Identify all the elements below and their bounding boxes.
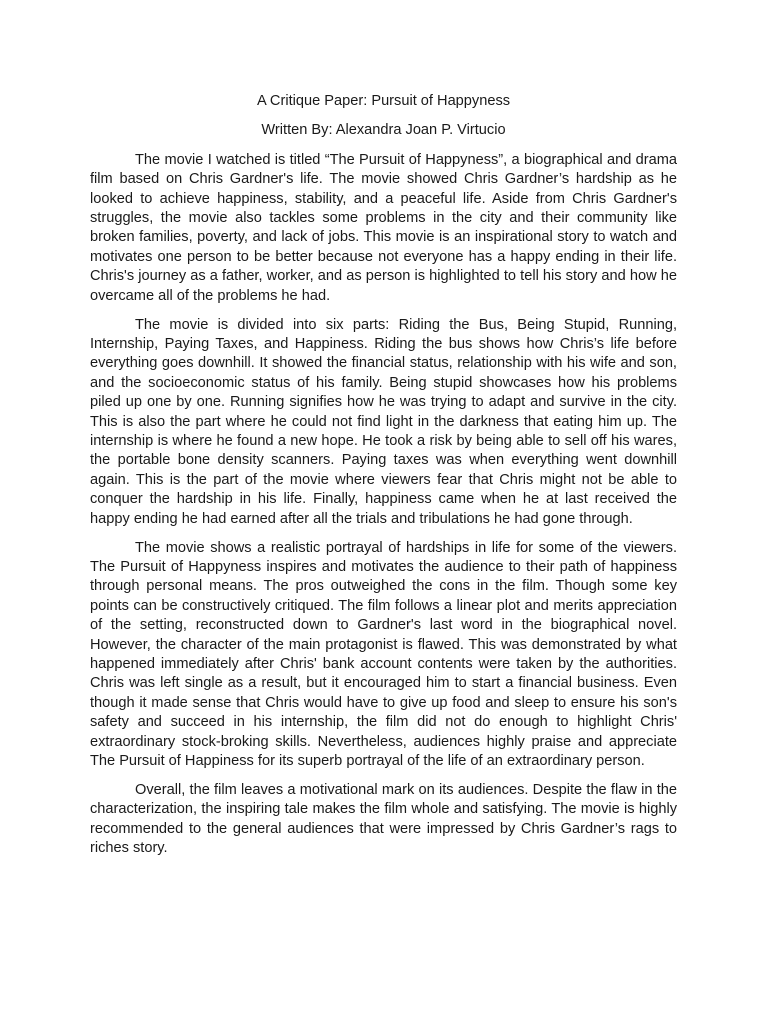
document-byline: Written By: Alexandra Joan P. Virtucio xyxy=(261,122,506,139)
paragraph-4: Overall, the film leaves a motivational mark on its audiences. Despite the flaw in the characterization, the inspiring tale makes the film whole and satisfying. The movie is highly recommended to the general audiences that were impressed by Chris Gardner’s rags to riches story. xyxy=(90,781,677,857)
document-page xyxy=(90,92,677,868)
document-title: A Critique Paper: Pursuit of Happyness xyxy=(256,93,511,109)
paragraph-3: The movie shows a realistic portrayal of hardships in life for some of the viewers. The Pursuit of Happyness inspires and motivates the audience to their path of happiness through personal means. The pros outweighed the cons in the film. Though some key points can be constructively critiqued. The film follows a linear plot and merits appreciation of the setting, reconstructed down to Gardner's last word in the biographical novel. However, the character of the main protagonist is flawed. This was demonstrated by what happened immediately after Chris' bank account contents were taken by the authorities. Chris was left single as a result, but it encouraged him to start a financial business. Even though it made sense that Chris would have to give up food and sleep to ensure his son's safety and succeed in his internship, the film did not do enough to highlight Chris' extraordinary stock-broking skills. Nevertheless, audiences highly praise and appreciate The Pursuit of Happiness for its superb portrayal of the life of an extraordinary person. xyxy=(90,539,677,769)
paragraph-1: The movie I watched is titled “The Pursuit of Happyness”, a biographical and drama film based on Chris Gardner's life. The movie showed Chris Gardner’s hardship as he looked to achieve happiness, stability, and a peaceful life. Aside from Chris Gardner's struggles, the movie also tackles some problems in the city and their community like broken families, poverty, and lack of jobs. This movie is an inspirational story to watch and motivates one person to be better because not everyone has a happy ending in their life. Chris's journey as a father, worker, and as person is highlighted to tell his story and how he overcame all of the problems he had. xyxy=(90,151,677,304)
paragraph-2: The movie is divided into six parts: Riding the Bus, Being Stupid, Running, Internship, Paying Taxes, and Happiness. Riding the bus shows how Chris’s life before everything goes downhill. It showed the financial status, relationship with his wife and son, and the socioeconomic status of his family. Being stupid showcases how his problems piled up one by one. Running signifies how he was trying to adapt and survive in the city. This is also the part where he could not find light in the darkness that eating him up. The internship is where he found a new hope. He took a risk by being able to sell off his wares, the portable bone density scanners. Paying taxes was when everything went downhill again. This is the part of the movie where viewers fear that Chris might not be able to conquer the hardship in his life. Finally, happiness came when he at last received the happy ending he had earned after all the trials and tribulations he had gone through. xyxy=(90,316,677,527)
